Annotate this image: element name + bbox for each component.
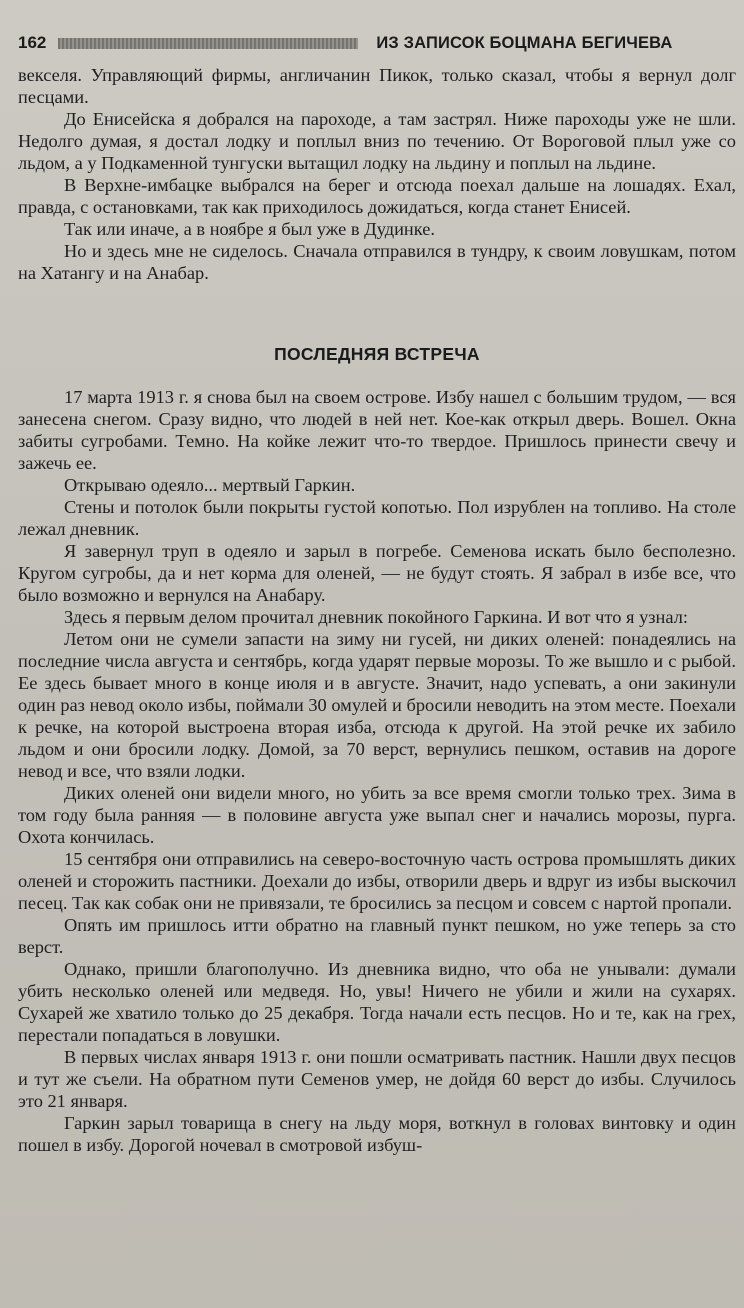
paragraph: 17 марта 1913 г. я снова был на своем острове. Избу нашел с большим трудом, — вся занесена снегом. Сразу видно, что людей в ней нет. Кое-как открыл дверь. Вошел. Окна забиты сугробами. Темно. На койке лежит что-то твердое. Пришлось принести свечу и зажечь ее. bbox=[18, 387, 736, 473]
main-text-block bbox=[18, 386, 736, 1156]
section-title: ПОСЛЕДНЯЯ ВСТРЕЧА bbox=[274, 344, 480, 364]
paragraph: Опять им пришлось итти обратно на главный пункт пешком, но уже теперь за сто верст. bbox=[18, 915, 736, 957]
top-text-block bbox=[18, 64, 736, 284]
paragraph: Стены и потолок были покрыты густой копотью. Пол изрублен на топливо. На столе лежал дневник. bbox=[18, 497, 736, 539]
paragraph: Диких оленей они видели много, но убить за все время смогли только трех. Зима в том году была ранняя — в половине августа уже выпал снег и начались морозы, пурга. Охота кончилась. bbox=[18, 783, 736, 847]
paragraph: Но и здесь мне не сиделось. Сначала отправился в тундру, к своим ловушкам, потом на Хатангу и на Анабар. bbox=[18, 241, 736, 283]
paragraph: 15 сентября они отправились на северо-восточную часть острова промышлять диких оленей и сторожить пастники. Доехали до избы, отворили дверь и вдруг из избы выскочил песец. Так как собак они не привязали, те бросились за песцом и совсем с нартой пропали. bbox=[18, 849, 736, 913]
paragraph: Гаркин зарыл товарища в снегу на льду моря, воткнул в головах винтовку и один пошел в избу. Дорогой ночевал в смотровой избуш- bbox=[18, 1113, 736, 1155]
paragraph: В первых числах января 1913 г. они пошли осматривать пастник. Нашли двух песцов и тут же съели. На обратном пути Семенов умер, не дойдя 60 верст до избы. Случилось это 21 января. bbox=[18, 1047, 736, 1111]
paragraph: Я завернул труп в одеяло и зарыл в погребе. Семенова искать было бесполезно. Кругом сугробы, да и нет корма для оленей, — не будут стоять. Я забрал в избе все, что было возможно и вернулся на Анабару. bbox=[18, 541, 736, 605]
running-title: ИЗ ЗАПИСОК БОЦМАНА БЕГИЧЕВА bbox=[376, 33, 673, 52]
paragraph: До Енисейска я добрался на пароходе, а там застрял. Ниже пароходы уже не шли. Недолго думая, я достал лодку и поплыл вниз по течению. От Вороговой плыл уже со льдом, а у Подкаменной тунгуски вытащил лодку на льдину и поплыл на льдине. bbox=[18, 109, 736, 173]
header-rule bbox=[58, 38, 358, 49]
paragraph: В Верхне-имбацке выбрался на берег и отсюда поехал дальше на лошадях. Ехал, правда, с остановками, так как приходилось дожидаться, когда станет Енисей. bbox=[18, 175, 736, 217]
paragraph: векселя. Управляющий фирмы, англичанин Пикок, только сказал, чтобы я вернул долг песцами. bbox=[18, 65, 736, 107]
page-number: 162 bbox=[18, 33, 47, 52]
paragraph: Так или иначе, а в ноябре я был уже в Дудинке. bbox=[64, 219, 436, 239]
paragraph: Здесь я первым делом прочитал дневник покойного Гаркина. И вот что я узнал: bbox=[64, 607, 688, 627]
page-header bbox=[18, 28, 734, 58]
paragraph: Летом они не сумели запасти на зиму ни гусей, ни диких оленей: понадеялись на последние числа августа и сентябрь, когда ударят первые морозы. То же вышло и с рыбой. Ее здесь бывает много в конце июля и в августе. Значит, надо успевать, а они закинули один раз невод около избы, поймали 30 омулей и бросили неводить на этом месте. Поехали к речке, на которой выстроена вторая изба, отсюда к другой. На этой речке их забило льдом и они бросили лодку. Домой, за 70 верст, вернулись пешком, оставив на дороге невод и все, что взяли лодки. bbox=[18, 629, 736, 781]
paragraph: Открываю одеяло... мертвый Гаркин. bbox=[64, 475, 356, 495]
paragraph: Однако, пришли благополучно. Из дневника видно, что оба не унывали: думали убить несколько оленей или медведя. Но, увы! Ничего не убили и жили на сухарях. Сухарей же хватило только до 25 декабря. Тогда начали есть песцов. Но и те, как на грех, перестали попадаться в ловушки. bbox=[18, 959, 736, 1045]
